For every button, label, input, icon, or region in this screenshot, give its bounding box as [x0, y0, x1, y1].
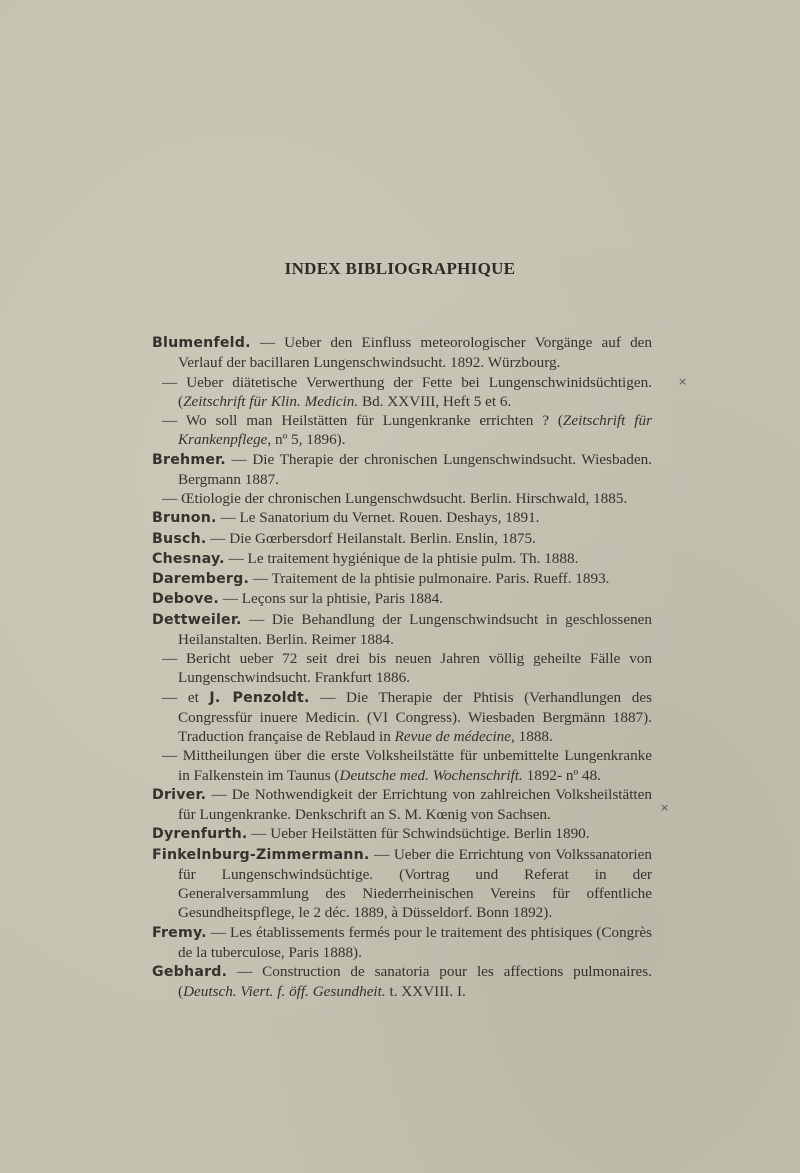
entry-journal: Deutsch. Viert. f. öff. Gesundheit.: [183, 983, 386, 1001]
bibliography-entry: [152, 589, 652, 609]
entry-text: — Construction de sanatoria pour les affections pulmonaires. (: [178, 963, 652, 1001]
bibliography-entry: [152, 508, 652, 528]
entry-text: — Die Therapie der chronischen Lungenschwindsucht. Wiesbaden. Bergmann 1887.: [178, 450, 652, 488]
bibliography-entry: [152, 373, 652, 412]
entry-author: Dyrenfurth.: [152, 826, 248, 843]
entry-author: Brehmer.: [152, 451, 226, 468]
bibliography-entry: [152, 450, 652, 490]
entry-author: Daremberg.: [152, 571, 250, 587]
entry-text: — Traitement de la phtisie pulmonaire. Paris. Rueff. 1893.: [249, 570, 610, 587]
entry-journal: Zeitschrift für Klin. Medicin.: [183, 392, 359, 410]
entry-author: Busch.: [152, 530, 207, 547]
entry-author: Debove.: [152, 591, 219, 608]
entry-text: — Leçons sur la phtisie, Paris 1884.: [218, 590, 443, 608]
bibliography-entry: [152, 489, 652, 508]
bibliography-entry: [152, 824, 652, 844]
page-title: INDEX BIBLIOGRAPHIQUE: [284, 259, 516, 278]
bibliography-entry: [152, 549, 652, 569]
entry-text: — Bericht ueber 72 seit drei bis neuen Jahren völlig geheilte Fälle von Lungenschwindsucht. Frankfurt 1886.: [162, 650, 652, 687]
entry-author: Finkelnburg-Zimmermann.: [152, 846, 370, 863]
entry-author: Brunon.: [152, 510, 217, 527]
entry-author: Fremy.: [152, 924, 207, 941]
entry-text: — Ueber die Errichtung von Volkssanatorien für Lungenschwindsüchtige. (Vortrag und Referat in der Generalversammlung des Niederrheinischen Vereins für offentliche Gesundheitspflege, le 2 déc. 1889, à Düsseldorf. Bonn 1892).: [178, 845, 652, 922]
entry-author: Chesnay.: [152, 550, 225, 567]
entry-author: Driver.: [152, 786, 207, 803]
entry-journal: Deutsche med. Wochenschrift.: [339, 766, 523, 784]
entry-text: , nº 5, 1896).: [267, 431, 346, 449]
entry-author: Gebhard.: [152, 964, 228, 980]
entry-text: — Œtiologie der chronischen Lungenschwdsucht. Berlin. Hirschwald, 1885.: [162, 490, 628, 507]
entry-text: 1892- nº 48.: [522, 766, 601, 784]
bibliography-entry: [152, 845, 652, 923]
bibliography-entry: [152, 649, 652, 688]
bibliography-entry: [152, 962, 652, 1002]
entry-text: — Les établissements fermés pour le traitement des phtisiques (Congrès de la tuberculose, Paris 1888).: [178, 923, 652, 961]
bibliography-entry: [152, 610, 652, 650]
entry-text: — Die Therapie der Phtisis (Verhandlungen des Congressfür inuere Medicin. (VI Congress). Wiesbaden Bergmänn 1887). Traduction française de Reblaud in: [178, 688, 652, 745]
bibliography-entry: [152, 688, 652, 747]
bibliography-entry: [152, 746, 652, 785]
margin-mark: ×: [678, 375, 688, 388]
bibliography-entry: [152, 923, 652, 963]
entry-text: — Mittheilungen über die erste Volksheilstätte für unbemittelte Lungenkranke in Falkenstein im Taunus (: [162, 747, 652, 784]
entry-text: Bd. XXVIII, Heft 5 et 6.: [358, 392, 512, 410]
bibliography-list: [152, 333, 652, 1002]
entry-author: Blumenfeld.: [152, 335, 251, 351]
entry-text: — Wo soll man Heilstätten für Lungenkranke errichten ? (: [162, 412, 563, 429]
entry-author: Dettweiler.: [152, 611, 242, 628]
entry-text: — et: [162, 688, 210, 706]
entry-text: — De Nothwendigkeit der Errichtung von zahlreichen Volksheilstätten für Lungenkranke. Denkschrift an S. M. Kœnig von Sachsen.: [178, 785, 652, 823]
entry-journal: Zeitschrift für Krankenpflege: [178, 412, 652, 449]
bibliography-entry: [152, 785, 652, 825]
entry-text: , 1888.: [511, 728, 553, 745]
bibliography-entry: [152, 333, 652, 373]
entry-text: — Ueber den Einfluss meteorologischer Vorgänge auf den Verlauf der bacillaren Lungenschwindsucht. 1892. Würzbourg.: [178, 334, 652, 372]
entry-text: — Le traitement hygiénique de la phtisie pulm. Th. 1888.: [224, 549, 579, 567]
margin-mark: ×: [660, 801, 670, 814]
bibliography-entry: [152, 411, 652, 450]
entry-journal: Revue de médecine: [394, 728, 512, 745]
bibliography-entry: [152, 569, 652, 589]
entry-text: — Ueber diätetische Verwerthung der Fette bei Lungenschwinidsüchtigen. (: [162, 373, 652, 410]
entry-coauthor: J. Penzoldt.: [209, 689, 310, 706]
entry-text: — Le Sanatorium du Vernet. Rouen. Deshays, 1891.: [216, 509, 540, 527]
entry-text: — Die Gœrbersdorf Heilanstalt. Berlin. Enslin, 1875.: [206, 529, 536, 547]
entry-text: t. XXVIII. I.: [385, 983, 466, 1001]
bibliography-entry: [152, 529, 652, 549]
entry-text: — Ueber Heilstätten für Schwindsüchtige. Berlin 1890.: [247, 825, 590, 843]
entry-text: — Die Behandlung der Lungenschwindsucht in geschlossenen Heilanstalten. Berlin. Reimer 1884.: [178, 610, 652, 648]
